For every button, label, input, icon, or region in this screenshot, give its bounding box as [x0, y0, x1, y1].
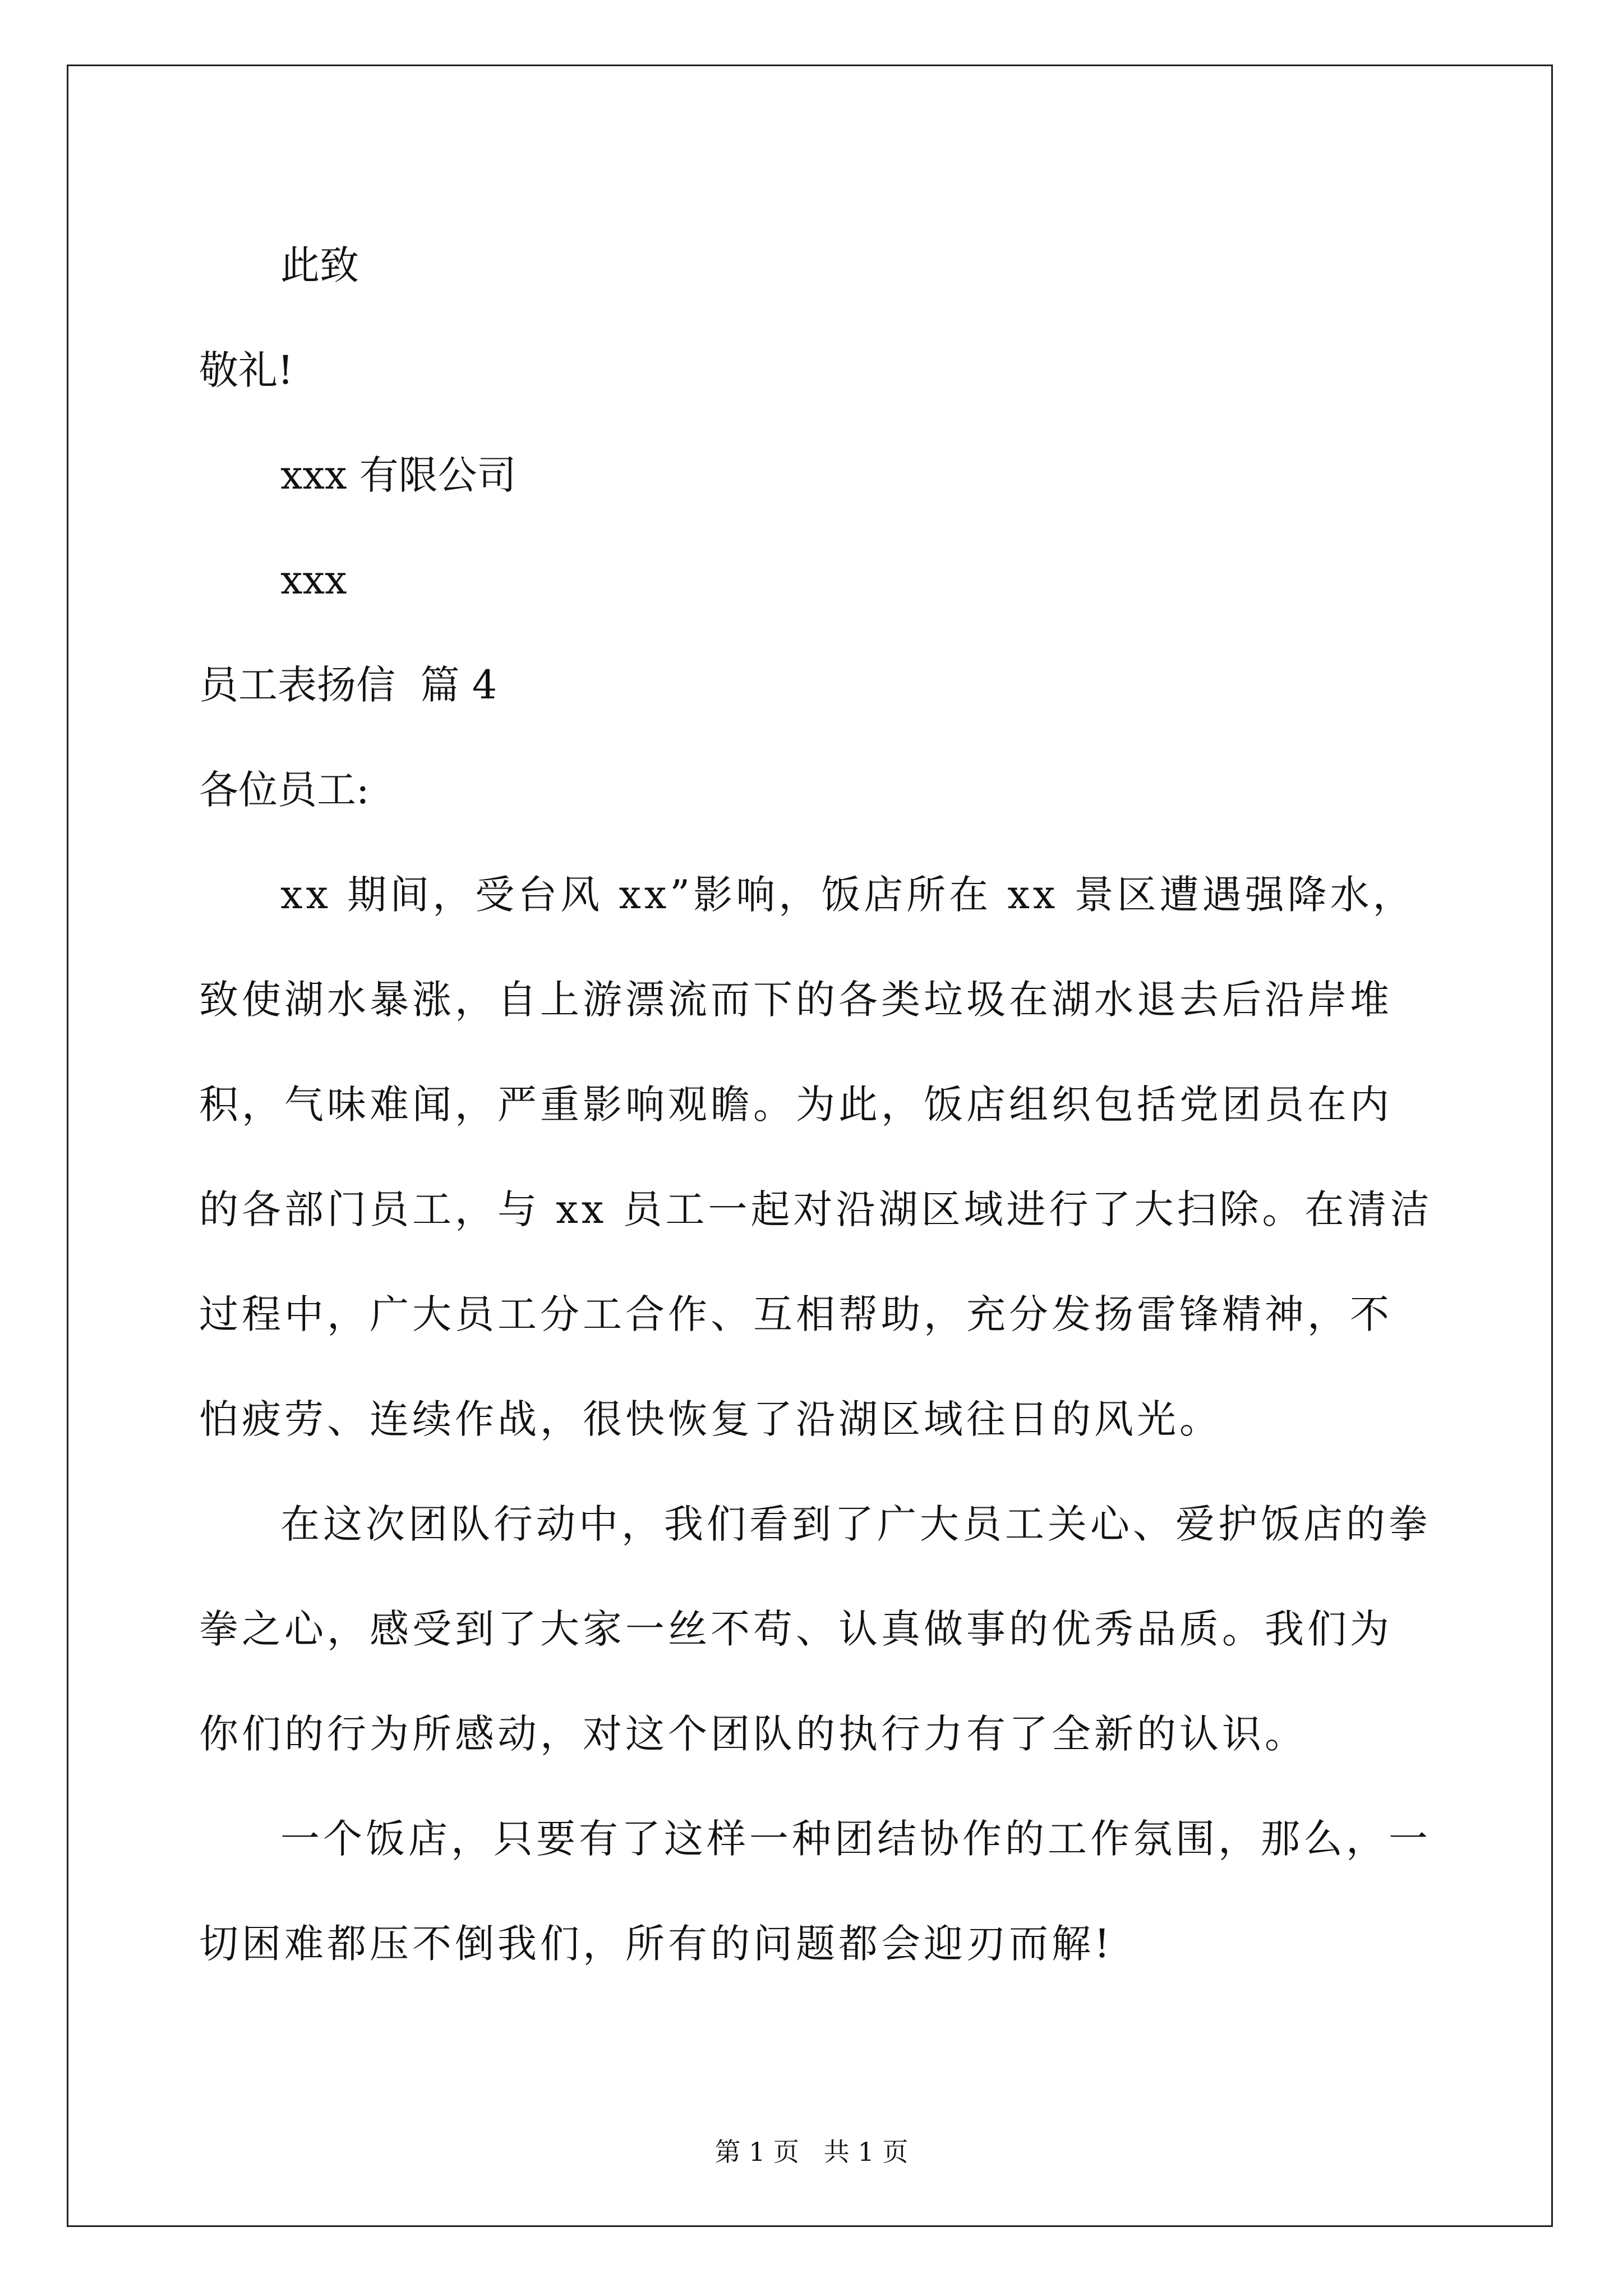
closing-regards: 敬礼! [199, 347, 294, 393]
body-paragraph: 在这次团队行动中，我们看到了广大员工关心、爱护饭店的拳拳之心，感受到了大家一丝不苟、认真做事的优秀品质。我们为你们的行为所感动，对这个团队的执行力有了全新的认识。 [199, 1501, 1431, 1757]
body-paragraph: 一个饭店，只要有了这样一种团结协作的工作氛围，那么，一切困难都压不倒我们，所有的问题都会迎刃而解! [199, 1816, 1431, 1967]
page-footer: 第 1 页 共 1 页 [714, 2137, 909, 2167]
letter-title: 员工表扬信 篇 4 [199, 662, 497, 708]
closing-salutation: 此致 [280, 242, 359, 288]
company-name: xxx 有限公司 [280, 452, 517, 498]
signer-name: xxx [280, 557, 347, 603]
letter-greeting: 各位员工: [199, 767, 370, 813]
body-paragraph: xx 期间，受台风 xx”影响，饭店所在 xx 景区遭遇强降水，致使湖水暴涨，自上游漂流而下的各类垃圾在湖水退去后沿岸堆积，气味难闻，严重影响观瞻。为此，饭店组织包括党团员在内的各部门员工，与 xx 员工一起对沿湖区域进行了大扫除。在清洁过程中，广大员工分工合作、互相帮助，充分发扬雷锋精神，不怕疲劳、连续作战，很快恢复了沿湖区域往日的风光。 [199, 872, 1433, 1442]
document-body [199, 213, 1433, 1996]
